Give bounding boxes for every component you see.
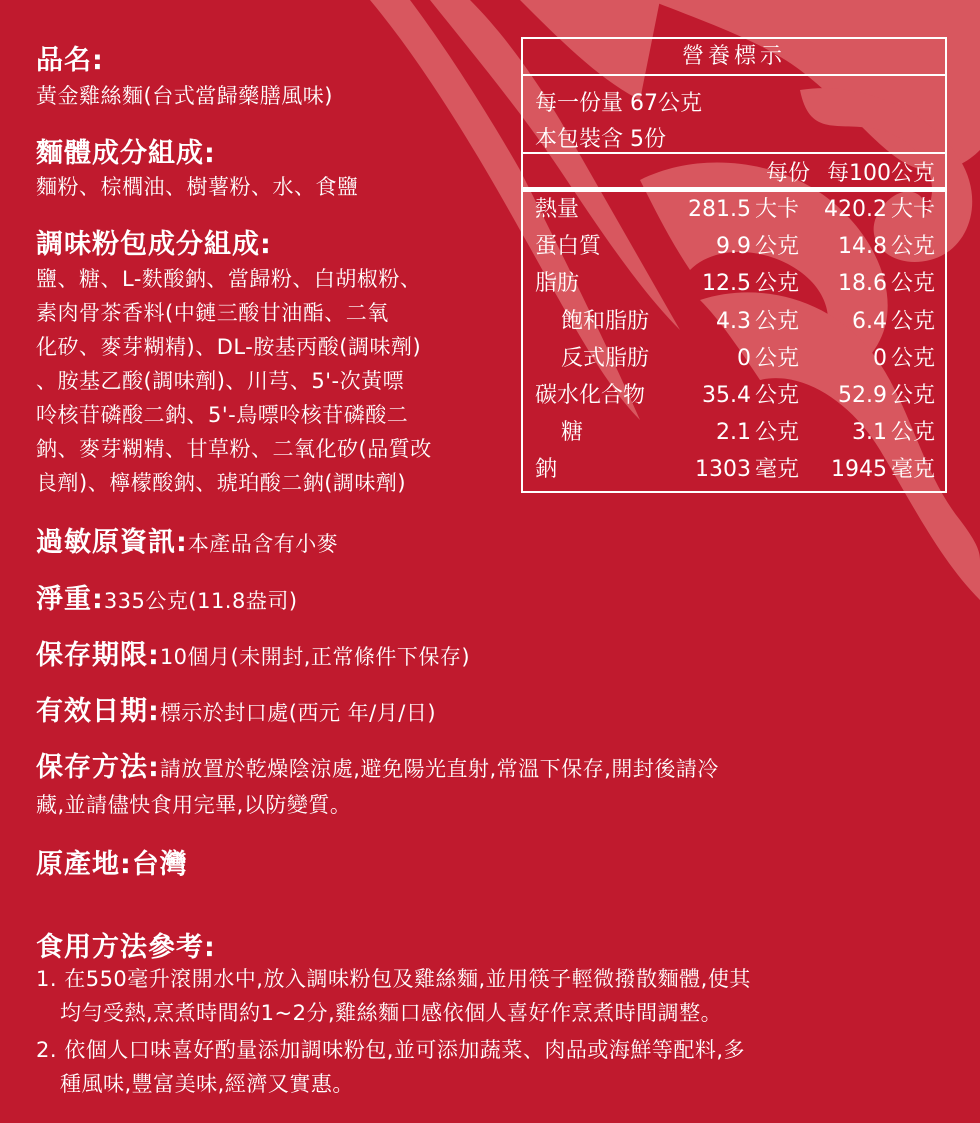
per-100g-value: 1945 毫克: [830, 457, 935, 483]
table-divider: [523, 152, 945, 154]
seasoning-line: 化矽、麥芽糊精)、DL-胺基丙酸(調味劑): [36, 335, 422, 359]
storage-value-cont: 藏,並請儘快食用完畢,以防變質。: [36, 793, 352, 817]
seasoning-line: 良劑)、檸檬酸鈉、琥珀酸二鈉(調味劑): [36, 471, 407, 495]
expiry-label: 有效日期:: [36, 696, 160, 727]
nutrient-name: 熱量: [535, 197, 580, 222]
usage-step-1-cont: 均勻受熱,烹煮時間約1~2分,雞絲麵口感依個人喜好作烹煮時間調整。: [60, 1001, 723, 1025]
nutrition-row: [523, 415, 945, 452]
seasoning-ingredients-heading: 調味粉包成分組成:: [36, 229, 272, 260]
per-100g-value: 420.2 大卡: [824, 197, 935, 222]
origin-value: 台灣: [131, 849, 188, 880]
allergen-label: 過敏原資訊:: [36, 527, 188, 558]
servings-per-pack: 本包裝含 5份: [535, 127, 666, 152]
nutrition-facts-table: [521, 37, 947, 493]
origin-line: [36, 842, 188, 881]
product-name-heading: 品名:: [36, 45, 104, 76]
nutrition-row: [523, 192, 945, 229]
storage-value: 請放置於乾燥陰涼處,避免陽光直射,常溫下保存,開封後請冷: [159, 757, 719, 781]
net-weight-line: [36, 577, 298, 616]
nutrient-name: 鈉: [535, 457, 558, 483]
per-100g-value: 52.9 公克: [838, 383, 935, 408]
per-serving-value: 0 公克: [736, 345, 799, 371]
per-100g-value: 3.1 公克: [851, 420, 935, 446]
expiry-line: [36, 689, 436, 728]
nutrient-name: 脂肪: [535, 271, 580, 297]
storage-line: [36, 745, 719, 784]
usage-step-1: 1. 在550毫升滾開水中,放入調味粉包及雞絲麵,並用筷子輕微撥散麵體,使其: [36, 967, 751, 991]
origin-label: 原產地:: [36, 849, 132, 880]
nutrient-name: 飽和脂肪: [561, 308, 650, 334]
storage-label: 保存方法:: [36, 752, 160, 783]
seasoning-line: 、胺基乙酸(調味劑)、川芎、5'-次黃嘌: [36, 369, 405, 393]
shelf-life-value: 10個月(未開封,正常條件下保存): [159, 645, 471, 669]
noodle-ingredients-value: 麵粉、棕櫚油、樹薯粉、水、食鹽: [36, 175, 359, 199]
net-weight-label: 淨重:: [36, 584, 104, 615]
shelf-life-line: [36, 633, 470, 672]
nutrient-name: 蛋白質: [535, 234, 602, 260]
expiry-value: 標示於封口處(西元 年/月/日): [159, 701, 437, 725]
column-headers: [766, 156, 935, 187]
nutrient-name: 糖: [561, 420, 584, 446]
nutrient-name: 反式脂肪: [561, 345, 650, 371]
per-serving-value: 4.3 公克: [715, 308, 799, 334]
per-100g-value: 0 公克: [872, 345, 935, 371]
usage-heading: 食用方法參考:: [36, 932, 216, 963]
per-100g-value: 6.4 公克: [851, 308, 935, 334]
allergen-line: [36, 520, 338, 559]
per-serving-value: 12.5 公克: [702, 271, 799, 297]
product-name-value: 黃金雞絲麵(台式當歸藥膳風味): [36, 84, 333, 108]
nutrition-title: 營養標示: [523, 39, 945, 76]
usage-step-2: 2. 依個人口味喜好酌量添加調味粉包,並可添加蔬菜、肉品或海鮮等配料,多: [36, 1038, 746, 1062]
seasoning-line: 鈉、麥芽糊精、甘草粉、二氧化矽(品質改: [36, 437, 432, 461]
nutrition-row: [523, 229, 945, 266]
per-serving-value: 281.5 大卡: [688, 197, 799, 222]
per-serving-value: 1303 毫克: [694, 457, 799, 483]
net-weight-value: 335公克(11.8盎司): [103, 589, 298, 613]
per-serving-value: 2.1 公克: [715, 420, 799, 446]
per-serving-value: 35.4 公克: [702, 383, 799, 408]
noodle-ingredients-heading: 麵體成分組成:: [36, 138, 216, 169]
usage-step-2-cont: 種風味,豐富美味,經濟又實惠。: [60, 1072, 354, 1096]
per-serving-value: 9.9 公克: [715, 234, 799, 260]
per-100g-value: 18.6 公克: [838, 271, 935, 297]
seasoning-line: 呤核苷磷酸二鈉、5'-鳥嘌呤核苷磷酸二: [36, 403, 409, 427]
seasoning-line: 鹽、糖、L-麩酸鈉、當歸粉、白胡椒粉、: [36, 267, 422, 291]
col-per-100g: 每100公克: [827, 161, 935, 186]
nutrition-row: [523, 266, 945, 303]
serving-size: 每一份量 67公克: [535, 91, 702, 116]
nutrition-row: [523, 341, 945, 378]
nutrition-row: [523, 452, 945, 489]
per-100g-value: 14.8 公克: [838, 234, 935, 260]
allergen-value: 本產品含有小麥: [187, 532, 339, 556]
col-per-serving: 每份: [765, 161, 810, 186]
seasoning-line: 素肉骨茶香料(中鏈三酸甘油酯、二氧: [36, 301, 389, 325]
nutrition-row: [523, 378, 945, 415]
nutrient-name: 碳水化合物: [535, 383, 646, 408]
nutrition-row: [523, 304, 945, 341]
shelf-life-label: 保存期限:: [36, 640, 160, 671]
